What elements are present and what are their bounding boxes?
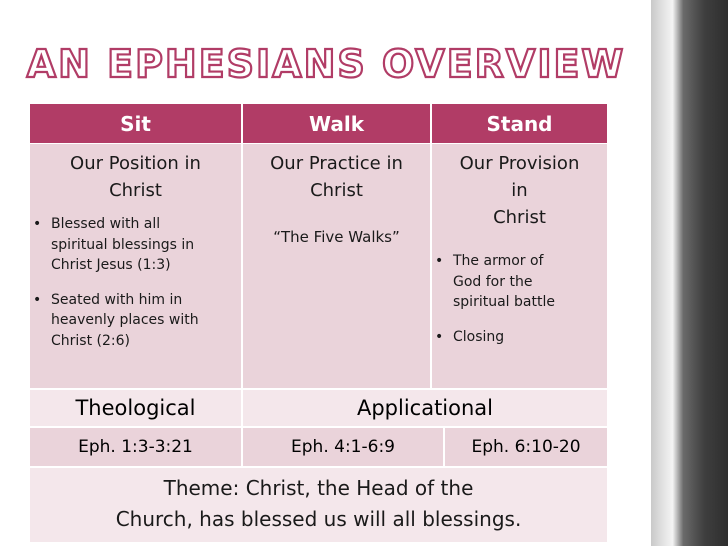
- theme-line: Theme: Christ, the Head of the: [163, 476, 474, 500]
- column-position: [30, 144, 241, 388]
- title-line: Our Position in: [70, 153, 201, 174]
- title-line: Our Provision: [459, 153, 580, 174]
- column-practice: [243, 144, 430, 388]
- bullet-line: God for the: [453, 273, 533, 290]
- column-provision: [432, 144, 607, 388]
- title-line: Our Practice in: [270, 153, 403, 174]
- category-theological: [30, 390, 241, 426]
- column-title: [243, 150, 430, 204]
- bullet-line: Seated with him in: [51, 291, 183, 308]
- five-walks-quote: “The Five Walks”: [273, 228, 400, 246]
- header-stand-label: Stand: [486, 111, 553, 136]
- bullet-line: spiritual blessings in: [51, 236, 195, 253]
- bullet-item: [432, 327, 607, 348]
- reference-cell: [30, 428, 241, 466]
- bullet-line: The armor of: [453, 253, 544, 269]
- header-sit: [30, 104, 241, 143]
- bullet-line: spiritual battle: [453, 294, 555, 310]
- slide-title-text: An Ephesians Overview: [26, 42, 626, 86]
- title-line: Christ: [109, 180, 162, 201]
- header-sit-label: Sit: [120, 111, 151, 136]
- bullet-line: heavenly places with: [51, 312, 199, 328]
- reference-text: Eph. 4:1-6:9: [291, 437, 395, 457]
- theme-text: [30, 473, 607, 535]
- category-applicational-label: Applicational: [356, 396, 494, 420]
- header-walk-label: Walk: [309, 111, 364, 136]
- overview-table: [30, 104, 607, 542]
- bullet-item: [30, 214, 241, 276]
- header-stand: [432, 104, 607, 143]
- decorative-side-bar: [651, 0, 728, 546]
- title-line: Christ: [493, 207, 546, 228]
- category-theological-label: Theological: [75, 396, 196, 420]
- bullet-line: Closing: [453, 328, 505, 345]
- column-title: [432, 150, 607, 231]
- column-title: [30, 150, 241, 204]
- bullet-list: [30, 214, 241, 351]
- reference-cell: [243, 428, 443, 466]
- category-applicational: [243, 390, 607, 426]
- bullet-line: Blessed with all: [51, 216, 161, 232]
- bullet-list: [432, 251, 607, 347]
- reference-text: Eph. 6:10-20: [471, 437, 581, 457]
- header-walk: [243, 104, 430, 143]
- bullet-line: Christ (2:6): [51, 332, 130, 349]
- reference-cell: [445, 428, 607, 466]
- bullet-item: [30, 290, 241, 352]
- title-line: in: [511, 180, 528, 201]
- bullet-item: [432, 251, 607, 313]
- slide-title: [26, 40, 626, 88]
- title-line: Christ: [310, 180, 363, 201]
- reference-text: Eph. 1:3-3:21: [78, 437, 193, 457]
- theme-cell: [30, 468, 607, 542]
- theme-line: Church, has blessed us will all blessings.: [115, 507, 522, 531]
- bullet-line: Christ Jesus (1:3): [51, 257, 171, 273]
